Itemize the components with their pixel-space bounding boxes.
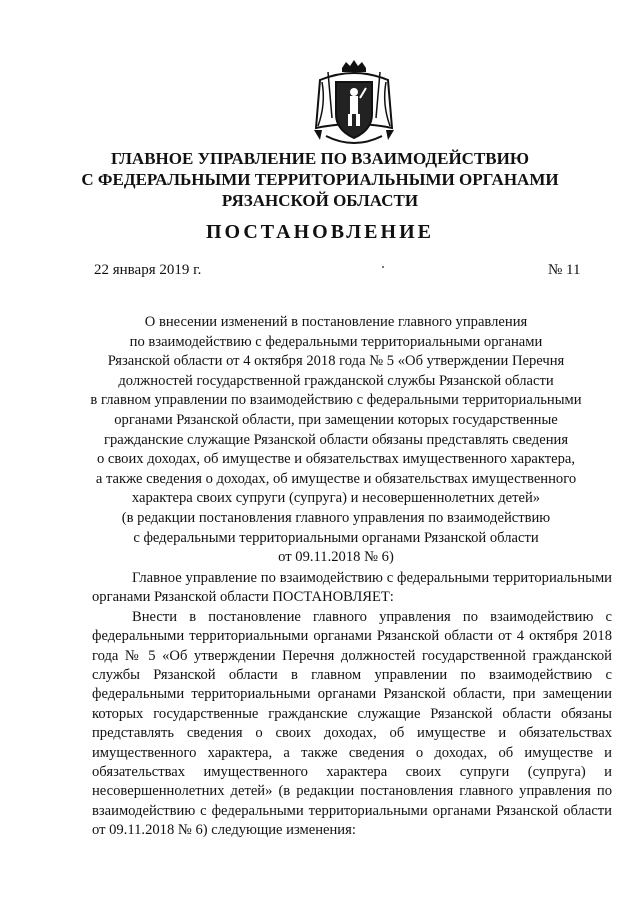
subject-line: органами Рязанской области, при замещении которых государственные — [114, 411, 558, 428]
document-date: 22 января 2019 г. — [94, 262, 202, 278]
document-number: № 11 — [548, 262, 581, 278]
resolution-paragraph: Главное управление по взаимодействию с федеральными территориальными органами Рязанской области ПОСТАНОВЛЯЕТ: — [92, 570, 612, 606]
subject-line: характера своих супруги (супруга) и несовершеннолетних детей» — [131, 490, 541, 507]
subject-line: (в редакции постановления главного управления по взаимодействию — [121, 509, 551, 526]
authority-line-3: РЯЗАНСКОЙ ОБЛАСТИ — [221, 191, 419, 210]
subject-line: по взаимодействию с федеральными территориальными органами — [129, 333, 543, 350]
authority-line-1: ГЛАВНОЕ УПРАВЛЕНИЕ ПО ВЗАИМОДЕЙСТВИЮ — [111, 149, 529, 168]
subject-line: О внесении изменений в постановление главного управления — [144, 314, 528, 330]
ryazan-coat-of-arms-icon — [312, 58, 396, 150]
issuing-authority — [60, 148, 580, 211]
document-body — [92, 569, 612, 841]
authority-line-2: С ФЕДЕРАЛЬНЫМИ ТЕРРИТОРИАЛЬНЫМИ ОРГАНАМИ — [81, 170, 559, 189]
subject-line: должностей государственной гражданской службы Рязанской области — [118, 372, 554, 389]
scan-speck — [382, 266, 384, 268]
subject-line: от 09.11.2018 № 6) — [278, 549, 394, 566]
subject-line: о своих доходах, об имуществе и обязательствах имущественного характера, — [96, 451, 576, 468]
subject-line: а также сведения о доходах, об имуществе и обязательствах имущественного — [95, 470, 577, 487]
document-type-title: ПОСТАНОВЛЕНИЕ — [206, 221, 434, 243]
subject-line: гражданские служащие Рязанской области обязаны представлять сведения — [103, 431, 569, 448]
document-subject — [88, 313, 584, 568]
amendment-paragraph: Внести в постановление главного управления по взаимодействию с федеральными территориальными органами Рязанской области от 4 октября 2018 года № 5 «Об утверждении Перечня должностей государственной гражданской службы Рязанской области в главном управлении по взаимодействию с федеральными территориальными органами Рязанской области, при замещении которых государственные гражданские служащие Рязанской области обязаны представлять сведения о своих доходах, об имуществе и обязательствах имущественного характера, а также сведения о доходах, об имуществе и обязательствах имущественного характера своих супруги (супруга) и несовершеннолетних детей» (в редакции постановления главного управления по взаимодействию с федеральными территориальными органами Рязанской области от 09.11.2018 № 6) следующие изменения: — [92, 608, 612, 839]
subject-line: с федеральными территориальными органами Рязанской области — [133, 529, 539, 546]
subject-line: Рязанской области от 4 октября 2018 года № 5 «Об утверждении Перечня — [107, 353, 565, 370]
subject-line: в главном управлении по взаимодействию с федеральными территориальными — [90, 392, 582, 409]
